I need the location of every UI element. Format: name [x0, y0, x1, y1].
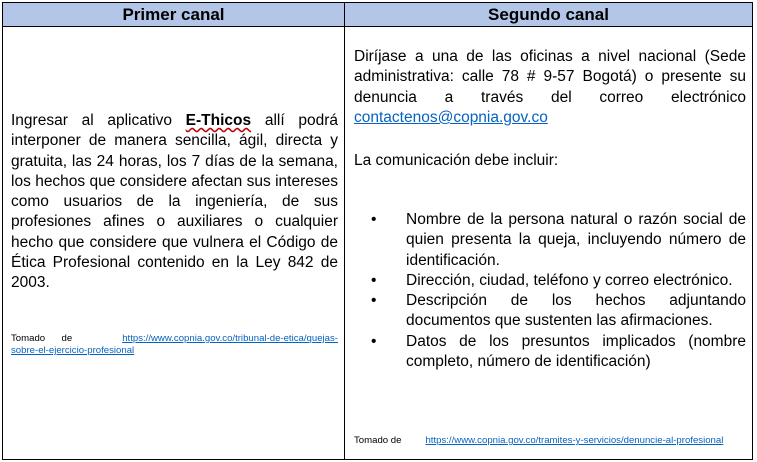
source-note-2 [354, 435, 746, 447]
bullet-dot-icon: • [371, 211, 377, 228]
text-after-brand: allí podrá interponer de manera sencilla, ágil, directa y gratuita, las 24 horas, los 7 días de la semana, los hechos que considere afectan sus intereses como usuarios de la ingeniería, de sus profesiones afines o auxiliares o cualquier hecho que considere que vulnera el Código de Ética Profesional contenido en la Ley 842 de 2003. [11, 112, 338, 292]
text-before-brand: Ingresar al aplicativo [11, 112, 186, 129]
list-item [354, 291, 746, 332]
source-prefix-1: Tomado de [11, 333, 73, 344]
channels-table [2, 2, 753, 460]
requirement-text: Datos de los presuntos implicados (nombre completo, número de identificación) [406, 332, 746, 371]
col2-header: Segundo canal [345, 3, 752, 27]
intro-text: Diríjase a una de las oficinas a nivel nacional (Sede administrativa: calle 78 # 9-57 Bogotá) o presente su denuncia a través del correo electrónico [354, 48, 746, 106]
requirement-text: Nombre de la persona natural o razón social de quien presenta la queja, incluyendo número de identificación. [406, 211, 746, 269]
segundo-canal-cell [345, 27, 752, 459]
requirement-text: Dirección, ciudad, teléfono y correo electrónico. [406, 271, 733, 289]
segundo-canal-intro [354, 47, 746, 128]
requirements-list [354, 210, 746, 372]
source-note-1 [11, 333, 338, 357]
primer-canal-text [11, 111, 338, 294]
source-prefix-2: Tomado de [354, 435, 402, 446]
bullet-dot-icon: • [371, 271, 377, 289]
list-item [354, 271, 746, 291]
bullet-dot-icon: • [371, 332, 377, 350]
list-item [354, 210, 746, 271]
email-link[interactable]: contactenos@copnia.gov.co [354, 108, 548, 126]
list-item [354, 332, 746, 373]
includes-label: La comunicación debe incluir: [354, 152, 559, 169]
source-link-1[interactable]: https://www.copnia.gov.co/tribunal-de-etica/quejas-sobre-el-ejercicio-profesional [11, 333, 338, 356]
bullet-dot-icon: • [371, 292, 377, 310]
ethicos-brand: E-Thicos [185, 112, 252, 129]
primer-canal-cell [3, 27, 345, 459]
requirement-text: Descripción de los hechos adjuntando documentos que sustenten las afirmaciones. [406, 292, 746, 330]
col1-header: Primer canal [3, 3, 345, 27]
source-link-2[interactable]: https://www.copnia.gov.co/tramites-y-servicios/denuncie-al-profesional [425, 435, 724, 446]
